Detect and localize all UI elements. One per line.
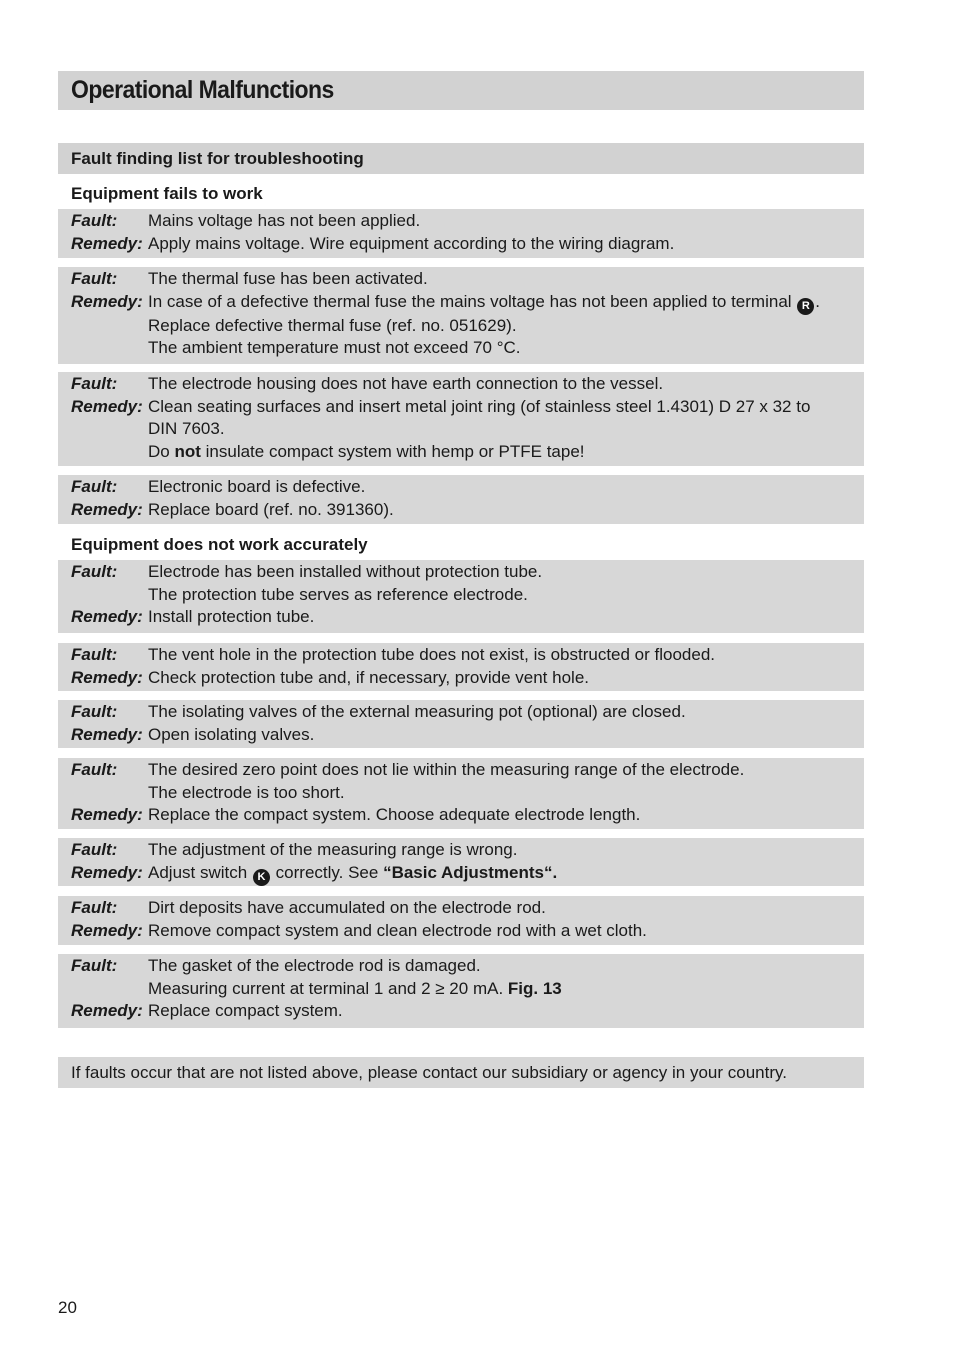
note-bold: not	[174, 442, 201, 462]
fault-label: Fault:	[71, 760, 118, 779]
fault-entry	[58, 838, 864, 886]
remedy-text: Install protection tube.	[148, 607, 315, 627]
remedy-label: Remedy:	[71, 667, 143, 687]
fault-entry	[58, 896, 864, 945]
fault-label: Fault:	[71, 211, 118, 230]
terminal-r-marker: R	[797, 298, 814, 315]
figure-ref: Fig. 13	[507, 978, 562, 998]
contact-note: If faults occur that are not listed above, please contact our subsidiary or agency in your country.	[71, 1062, 787, 1082]
remedy-label: Remedy:	[71, 396, 143, 416]
title-bar	[58, 71, 864, 110]
fault-entry	[58, 954, 864, 1028]
fault-extra-pre: Measuring current at terminal 1 and 2 ≥ 20 mA.	[148, 978, 504, 998]
remedy-pre: Adjust switch	[148, 862, 248, 882]
fault-text: Electrode has been installed without protection tube.	[148, 562, 543, 581]
note-pre: Do	[148, 442, 170, 462]
remedy-label: Remedy:	[71, 1001, 143, 1021]
fault-label: Fault:	[71, 477, 118, 496]
fault-label: Fault:	[71, 840, 118, 859]
page-number: 20	[58, 1298, 77, 1317]
remedy-label: Remedy:	[71, 862, 143, 882]
remedy-mid: correctly. See	[275, 862, 379, 882]
remedy-label: Remedy:	[71, 920, 143, 940]
subtitle-bar	[58, 143, 864, 174]
contact-note-bar	[58, 1057, 864, 1088]
fault-label: Fault:	[71, 562, 118, 581]
fault-label: Fault:	[71, 702, 118, 721]
fault-text: The electrode housing does not have earth connection to the vessel.	[148, 374, 664, 393]
fault-text: Dirt deposits have accumulated on the electrode rod.	[148, 898, 546, 917]
remedy-text: Replace the compact system. Choose adequate electrode length.	[148, 805, 641, 825]
fault-text: Electronic board is defective.	[148, 477, 366, 496]
fault-entry	[58, 700, 864, 748]
fault-entry	[58, 475, 864, 524]
remedy-text: Clean seating surfaces and insert metal joint ring (of stainless steel 1.4301) D 27 x 32 to	[148, 396, 811, 416]
remedy-text: Open isolating valves.	[148, 724, 315, 744]
remedy-label: Remedy:	[71, 499, 143, 519]
remedy-text: DIN 7603.	[148, 419, 225, 439]
remedy-text: Apply mains voltage. Wire equipment according to the wiring diagram.	[148, 233, 675, 253]
remedy-text: Replace defective thermal fuse (ref. no. 051629).	[148, 315, 517, 335]
page-title: Operational Malfunctions	[71, 76, 334, 104]
remedy-label: Remedy:	[71, 233, 143, 253]
remedy-label: Remedy:	[71, 607, 143, 627]
switch-k-marker: K	[253, 869, 270, 886]
remedy-text: The ambient temperature must not exceed 70 °C.	[148, 338, 521, 358]
fault-text: The adjustment of the measuring range is wrong.	[148, 840, 518, 859]
fault-entry	[58, 643, 864, 691]
fault-text: Mains voltage has not been applied.	[148, 211, 421, 230]
fault-text	[148, 978, 864, 1001]
subtitle: Fault finding list for troubleshooting	[71, 148, 364, 168]
fault-entry	[58, 209, 864, 258]
fault-entry	[58, 560, 864, 633]
remedy-label: Remedy:	[71, 805, 143, 825]
section-heading-accuracy: Equipment does not work accurately	[71, 535, 368, 554]
remedy-text: Remove compact system and clean electrode rod with a wet cloth.	[148, 920, 647, 940]
fault-text: The protection tube serves as reference electrode.	[148, 584, 528, 604]
fault-text: The thermal fuse has been activated.	[148, 269, 428, 288]
fault-entry	[58, 372, 864, 466]
remedy-text: Replace compact system.	[148, 1001, 343, 1021]
basic-adjustments-ref: “Basic Adjustments“.	[383, 862, 558, 882]
section-heading-fails: Equipment fails to work	[71, 184, 263, 203]
fault-text: The desired zero point does not lie within the measuring range of the electrode.	[148, 760, 745, 779]
remedy-note	[148, 441, 864, 464]
remedy-text: Replace board (ref. no. 391360).	[148, 499, 394, 519]
fault-label: Fault:	[71, 269, 118, 288]
fault-entry	[58, 267, 864, 364]
fault-text: The isolating valves of the external measuring pot (optional) are closed.	[148, 702, 686, 721]
fault-text: The electrode is too short.	[148, 782, 345, 802]
remedy-text	[148, 862, 864, 886]
fault-label: Fault:	[71, 898, 118, 917]
fault-text: The gasket of the electrode rod is damaged.	[148, 956, 481, 975]
note-post: insulate compact system with hemp or PTFE tape!	[205, 442, 585, 462]
fault-label: Fault:	[71, 645, 118, 664]
remedy-text: Check protection tube and, if necessary, provide vent hole.	[148, 667, 589, 687]
fault-text: The vent hole in the protection tube does not exist, is obstructed or flooded.	[148, 645, 716, 664]
fault-entry	[58, 758, 864, 829]
fault-label: Fault:	[71, 956, 118, 975]
remedy-label: Remedy:	[71, 291, 143, 311]
remedy-text	[148, 291, 864, 315]
fault-label: Fault:	[71, 374, 118, 393]
remedy-label: Remedy:	[71, 724, 143, 744]
remedy-text-part: In case of a defective thermal fuse the mains voltage has not been applied to terminal	[148, 291, 792, 311]
remedy-punct: .	[815, 291, 821, 311]
